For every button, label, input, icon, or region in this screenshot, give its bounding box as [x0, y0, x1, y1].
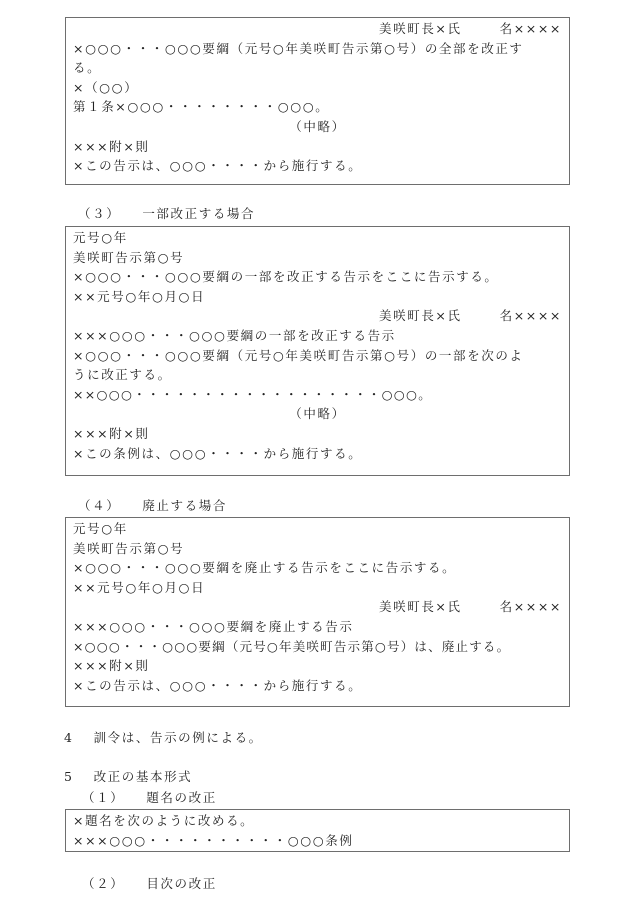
box-line: ×○○○・・・○○○要綱（元号○年美咲町告示第○号）は、廃止する。	[73, 638, 511, 654]
section-number: （１）	[82, 790, 125, 805]
box-line: ×題名を次のように改める。	[73, 813, 255, 828]
box-line: ×××○○○・・・・・・・・・・○○○条例	[73, 832, 354, 848]
section-title: 廃止する場合	[142, 498, 227, 513]
example-box-abolition	[65, 517, 570, 707]
box-line: 元号○年	[73, 521, 128, 536]
section-number: （４）	[78, 498, 121, 513]
signature-line	[73, 306, 562, 326]
item-text: 改正の基本形式	[93, 769, 193, 784]
box-line: ×○○○・・・○○○要綱を廃止する告示をここに告示する。	[73, 560, 457, 576]
subitem-toc-revision	[82, 875, 217, 893]
box-line: ×この条例は、○○○・・・・から施行する。	[73, 445, 363, 461]
section-title: 題名の改正	[146, 790, 217, 805]
item-5-basic-form	[64, 768, 192, 786]
signature-name: 名××××	[499, 308, 562, 324]
section-title: 目次の改正	[146, 876, 217, 891]
signature-line	[73, 19, 562, 39]
box-line: 美咲町告示第○号	[73, 540, 185, 556]
example-box-partial-revision	[65, 226, 570, 476]
box-line: うに改正する。	[73, 367, 172, 383]
box-line: ××○○○・・・・・・・・・・・・・・・・・・○○○。	[73, 386, 432, 402]
item-text: 訓令は、告示の例による。	[93, 730, 263, 745]
example-box-title-revision	[65, 809, 570, 852]
omission-marker: （中略）	[289, 406, 346, 422]
section-heading-partial-revision	[78, 205, 255, 223]
subitem-title-revision	[82, 789, 217, 807]
item-number: 5	[64, 769, 74, 784]
signature-name: 名××××	[499, 599, 562, 615]
box-line: 第１条×○○○・・・・・・・・○○○。	[73, 99, 330, 115]
box-line: ×××附×則	[73, 425, 150, 441]
box-line: ×××○○○・・・○○○要綱を廃止する告示	[73, 618, 354, 634]
box-line: ×○○○・・・○○○要綱（元号○年美咲町告示第○号）の全部を改正す	[73, 40, 524, 56]
item-4-kunrei	[64, 729, 263, 747]
section-number: （２）	[82, 876, 125, 891]
box-line: 美咲町告示第○号	[73, 249, 185, 265]
section-heading-abolition	[78, 497, 227, 515]
box-line: ×××附×則	[73, 138, 150, 154]
box-line: ×この告示は、○○○・・・・から施行する。	[73, 158, 363, 174]
box-line: ××元号○年○月○日	[73, 288, 206, 304]
example-box-full-revision	[65, 17, 570, 185]
box-line: ×○○○・・・○○○要綱の一部を改正する告示をここに告示する。	[73, 269, 499, 285]
section-number: （３）	[78, 206, 121, 221]
box-line: ×××○○○・・・○○○要綱の一部を改正する告示	[73, 327, 396, 343]
signature-name: 名××××	[499, 21, 562, 36]
box-line: ×○○○・・・○○○要綱（元号○年美咲町告示第○号）の一部を次のよ	[73, 347, 524, 363]
box-line: ×××附×則	[73, 658, 150, 674]
section-title: 一部改正する場合	[142, 206, 256, 221]
omission-marker: （中略）	[289, 118, 346, 134]
item-number: 4	[64, 730, 74, 745]
signature-office: 美咲町長×氏	[379, 21, 462, 36]
signature-line	[73, 597, 562, 617]
box-line: ×（○○）	[73, 79, 139, 95]
box-line: る。	[73, 60, 102, 76]
box-line: ×この告示は、○○○・・・・から施行する。	[73, 677, 363, 693]
signature-office: 美咲町長×氏	[379, 599, 462, 615]
box-line: ××元号○年○月○日	[73, 579, 206, 595]
box-line: 元号○年	[73, 230, 128, 245]
signature-office: 美咲町長×氏	[379, 308, 462, 324]
